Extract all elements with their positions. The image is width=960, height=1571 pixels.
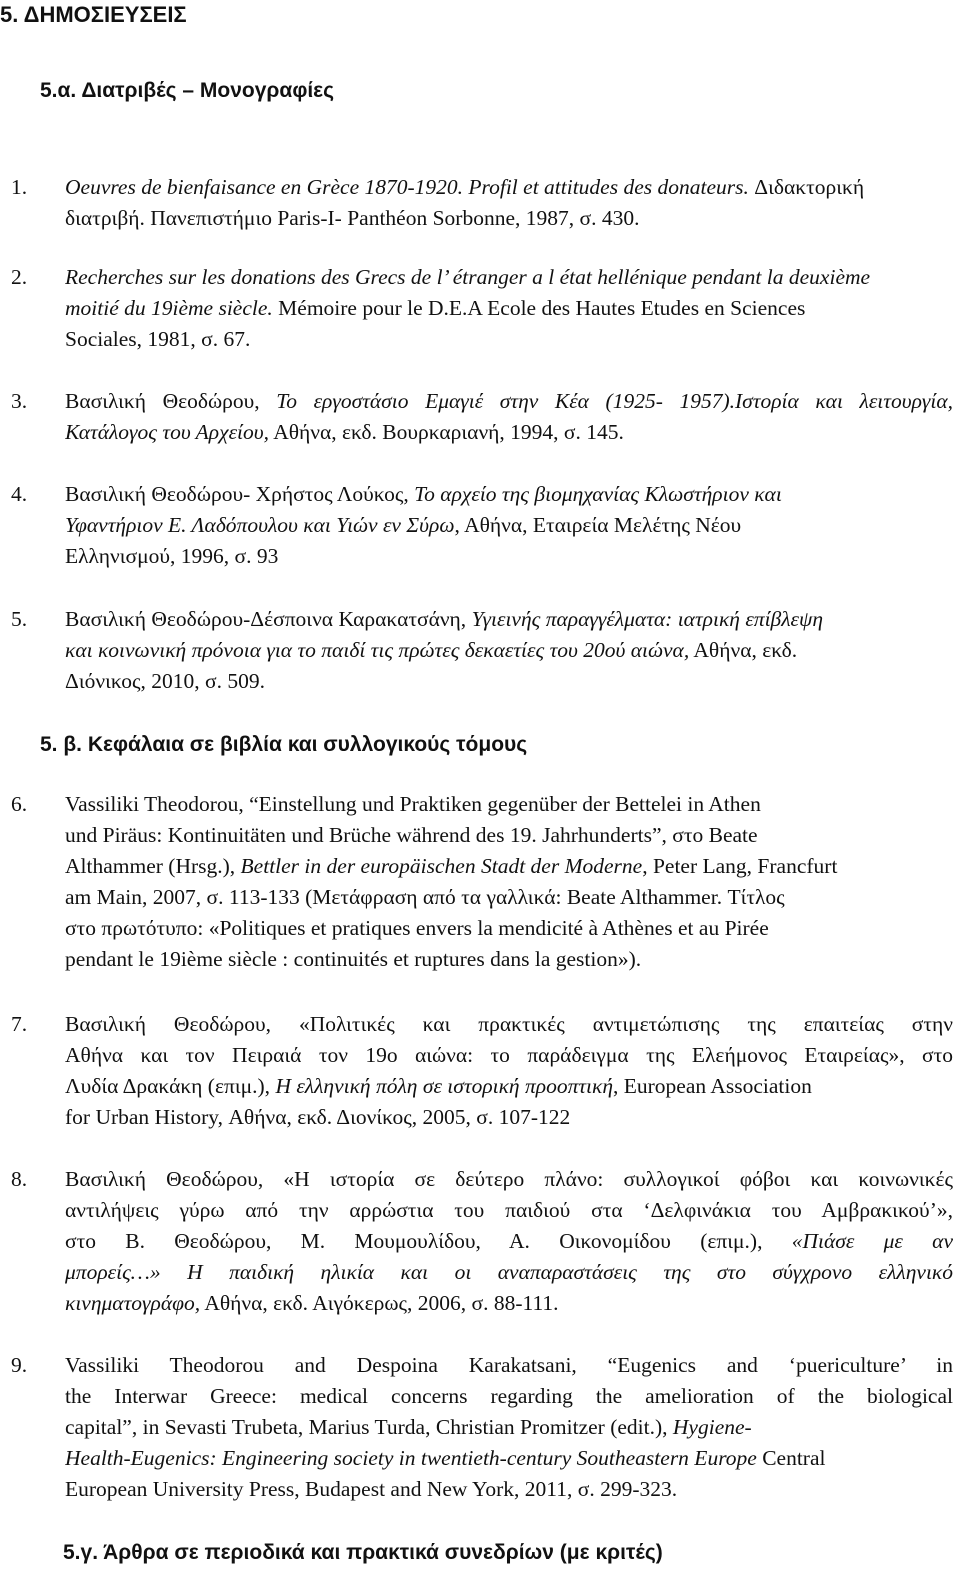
text-run: European University Press, Budapest and New York, 2011, σ. 299-323. [65,1477,678,1501]
text-line [65,604,953,635]
text-line [65,635,953,666]
italic-title: «Πιάσε με αν [791,1229,953,1253]
text-line [65,1195,953,1226]
item-text [65,172,953,234]
item-number: 8. [11,1167,28,1191]
text-line [65,1226,953,1257]
text-line [65,1381,953,1412]
text-line [65,417,953,448]
text-line [65,882,953,913]
text-run: στο πρωτότυπο: «Politiques et pratiques envers la mendicité à Athènes et au Pirée [65,916,769,940]
text-run: Βασιλική Θεοδώρου- Χρήστος Λούκος, [65,482,415,506]
text-line [65,1474,953,1505]
text-line [65,541,953,572]
italic-title: κινηματογράφο, [65,1291,201,1315]
item-number: 4. [11,482,28,506]
italic-title: Το αρχείο της βιομηχανίας Κλωστήριον και [414,482,782,506]
item-number: 5. [11,607,28,631]
text-run: , Αθήνα, Εταιρεία Μελέτης Νέου [454,513,742,537]
text-line [65,820,953,851]
subsection-heading-book-chapters: 5. β. Κεφάλαια σε βιβλία και συλλογικούς τόμους [40,733,528,756]
text-run: στο Β. Θεοδώρου, Μ. Μουμουλίδου, Α. Οικονομίδου (επιμ.), [65,1229,792,1253]
text-line [65,324,953,355]
text-run: for Urban History, Αθήνα, εκδ. Διονίκος, 2005, σ. 107-122 [65,1105,571,1129]
text-line [65,510,953,541]
text-line [65,293,953,324]
item-number: 1. [11,175,28,199]
italic-title: Υφαντήριον Ε. Λαδόπουλου και Υιών εν Σύρω [65,513,455,537]
text-run: Sociales, 1981, σ. 67. [65,327,251,351]
text-run: Althammer (Hrsg.), [65,854,241,878]
item-text [65,479,953,572]
italic-title: μπορείς…» Η παιδική ηλικία και οι αναπαραστάσεις της στο σύγχρονο ελληνικό [65,1260,953,1284]
section-heading-publications: 5. ΔΗΜΟΣΙΕΥΣΕΙΣ [0,2,187,27]
item-number: 9. [11,1353,28,1377]
text-line [65,386,953,417]
item-text [65,1009,953,1133]
item-text [65,262,953,355]
text-run: Βασιλική Θεοδώρου, «Πολιτικές και πρακτικές αντιμετώπισης της επαιτείας στην [65,1012,953,1036]
text-run: αντιλήψεις γύρω από την αρρώστια του παιδιού στα ‘Δελφινάκια του Αμβρακικού’», [65,1198,953,1222]
italic-title: Hygiene- [672,1415,752,1439]
italic-title: Το εργοστάσιο Εμαγιέ στην Κέα (1925- 1957).Ιστορία και λειτουργία, [276,389,953,413]
text-line [65,789,953,820]
italic-title: Υγιεινής παραγγέλματα: ιατρική επίβλεψη [471,607,824,631]
text-run: Αθήνα, εκδ. Αιγόκερως, 2006, σ. 88-111. [200,1291,559,1315]
italic-title: Recherches sur les donations des Grecs de l’ étranger a l état hellénique pendant la deuxième [65,265,871,289]
text-line [65,262,953,293]
text-line [65,1040,953,1071]
text-run: Vassiliki Theodorou and Despoina Karakatsani, “Eugenics and ‘puericulture’ in [65,1353,953,1377]
text-run: Αθήνα, εκδ. [689,638,798,662]
item-text [65,604,953,697]
text-run: διατριβή. Πανεπιστήμιο Paris-I- Panthéon Sorbonne, 1987, σ. 430. [65,206,640,230]
item-number: 3. [11,389,28,413]
text-line [65,1412,953,1443]
text-line [65,172,953,203]
item-number: 2. [11,265,28,289]
text-run: Mémoire pour le D.E.A Ecole des Hautes Etudes en Sciences [272,296,806,320]
text-run: Βασιλική Θεοδώρου-Δέσποινα Καρακατσάνη, [65,607,472,631]
text-run: Αθήνα, εκδ. Βουρκαριανή, 1994, σ. 145. [269,420,624,444]
subsection-heading-theses: 5.α. Διατριβές – Μονογραφίες [40,79,335,102]
text-line [65,1164,953,1195]
text-line [65,1257,953,1288]
text-line [65,944,953,975]
text-run: Βασιλική Θεοδώρου, «Η ιστορία σε δεύτερο πλάνο: συλλογικοί φόβοι και κοινωνικές [65,1167,953,1191]
item-number: 7. [11,1012,28,1036]
text-run: Διδακτορική [748,175,865,199]
text-line [65,479,953,510]
italic-title: Η ελληνική πόλη σε ιστορική προοπτική [275,1074,613,1098]
text-run: und Piräus: Kontinuitäten und Brüche während des 19. Jahrhunderts”, στο Beate [65,823,758,847]
italic-title: Oeuvres de bienfaisance en Grèce 1870-1920. Profil et attitudes des donateurs. [65,175,749,199]
text-line [65,1102,953,1133]
text-run: Λυδία Δρακάκη (επιμ.), [65,1074,276,1098]
item-text [65,1164,953,1319]
text-line [65,1071,953,1102]
italic-title: moitié du 19ième siècle. [65,296,273,320]
text-line [65,1009,953,1040]
text-run: am Main, 2007, σ. 113-133 (Μετάφραση από τα γαλλικά: Beate Althammer. Τίτλος [65,885,785,909]
text-run: , Peter Lang, Francfurt [642,854,838,878]
item-number: 6. [11,792,28,816]
text-run: Vassiliki Theodorou, “Einstellung und Praktiken gegenüber der Bettelei in Athen [65,792,761,816]
text-run: Αθήνα και τον Πειραιά τον 19ο αιώνα: το παράδειγμα της Ελεήμονος Εταιρείας», στο [65,1043,953,1067]
text-line [65,203,953,234]
subsection-heading-journal-articles: 5.γ. Άρθρα σε περιοδικά και πρακτικά συνεδρίων (με κριτές) [63,1541,663,1564]
italic-title: Κατάλογος του Αρχείου, [65,420,270,444]
italic-title: και κοινωνική πρόνοια για το παιδί τις πρώτες δεκαετίες του 20ού αιώνα, [65,638,690,662]
text-line [65,1443,953,1474]
text-line [65,666,953,697]
item-text [65,789,953,975]
text-run: Διόνικος, 2010, σ. 509. [65,669,265,693]
item-text [65,1350,953,1505]
text-line [65,1288,953,1319]
italic-title: Bettler in der europäischen Stadt der Moderne [240,854,643,878]
text-run: Central [756,1446,826,1470]
item-text [65,386,953,448]
text-run: Βασιλική Θεοδώρου, [65,389,277,413]
italic-title: Health-Eugenics: Engineering society in twentieth-century Southeastern Europe [65,1446,757,1470]
text-line [65,913,953,944]
text-run: the Interwar Greece: medical concerns regarding the amelioration of the biological [65,1384,953,1408]
text-run: Ελληνισμού, 1996, σ. 93 [65,544,279,568]
text-line [65,851,953,882]
text-run: capital”, in Sevasti Trubeta, Marius Turda, Christian Promitzer (edit.), [65,1415,673,1439]
text-line [65,1350,953,1381]
text-run: pendant le 19ième siècle : continuités et ruptures dans la gestion»). [65,947,642,971]
text-run: , European Association [613,1074,812,1098]
